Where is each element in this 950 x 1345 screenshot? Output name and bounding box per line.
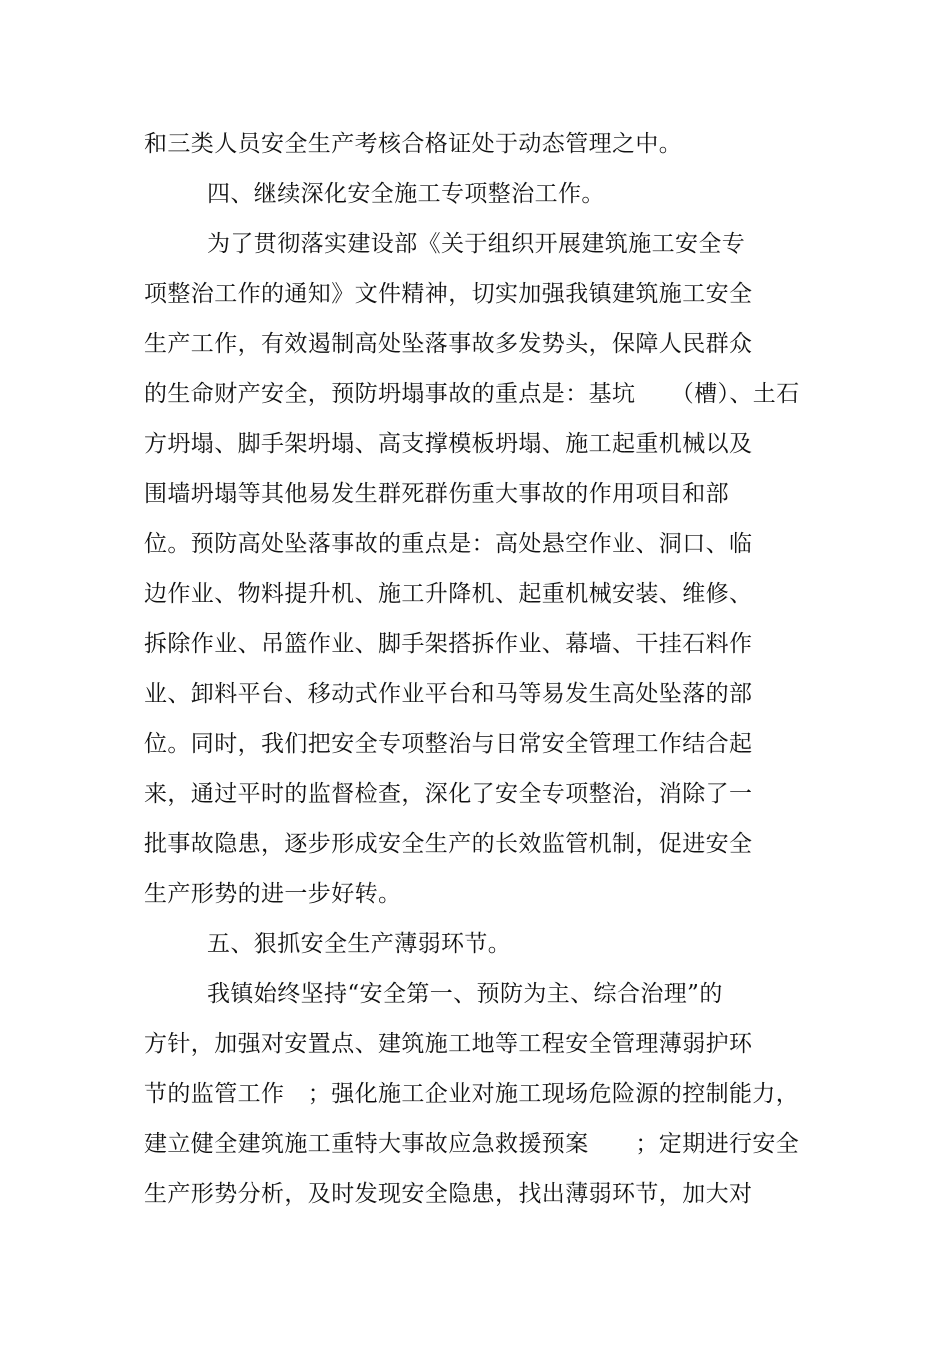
text-line: 方针，加强对安置点、建筑施工地等工程安全管理薄弱护环 (144, 1031, 753, 1057)
text-line: 来，通过平时的监督检查，深化了安全专项整治，消除了一 (144, 781, 753, 807)
text-line: 位。同时，我们把安全专项整治与日常安全管理工作结合起 (144, 731, 753, 757)
text-line: 拆除作业、吊篮作业、脚手架搭拆作业、幕墙、干挂石料作 (144, 631, 753, 657)
text-line: 的生命财产安全，预防坍塌事故的重点是：基坑 （槽）、土石 (144, 381, 800, 407)
text-line: 节的监管工作 ；强化施工企业对施工现场危险源的控制能力， (144, 1081, 800, 1107)
text-line: 项整治工作的通知》文件精神，切实加强我镇建筑施工安全 (144, 281, 753, 307)
section-heading: 五、狠抓安全生产薄弱环节。 (207, 931, 512, 957)
text-line: 为了贯彻落实建设部《关于组织开展建筑施工安全专 (207, 231, 746, 257)
text-line: 业、卸料平台、移动式作业平台和马等易发生高处坠落的部 (144, 681, 753, 707)
text-line: 我镇始终坚持“安全第一、预防为主、综合治理”的 (207, 981, 723, 1007)
text-line: 生产工作，有效遏制高处坠落事故多发势头，保障人民群众 (144, 331, 753, 357)
text-line: 和三类人员安全生产考核合格证处于动态管理之中。 (144, 131, 683, 157)
text-line: 边作业、物料提升机、施工升降机、起重机械安装、维修、 (144, 581, 753, 607)
text-line: 围墙坍塌等其他易发生群死群伤重大事故的作用项目和部 (144, 481, 729, 507)
text-line: 方坍塌、脚手架坍塌、高支撑模板坍塌、施工起重机械以及 (144, 431, 753, 457)
text-line: 生产形势的进一步好转。 (144, 881, 402, 907)
text-line: 位。预防高处坠落事故的重点是：高处悬空作业、洞口、临 (144, 531, 753, 557)
text-line: 生产形势分析，及时发现安全隐患，找出薄弱环节，加大对 (144, 1181, 753, 1207)
text-line: 批事故隐患，逐步形成安全生产的长效监管机制，促进安全 (144, 831, 753, 857)
section-heading: 四、继续深化安全施工专项整治工作。 (207, 181, 605, 207)
text-line: 建立健全建筑施工重特大事故应急救援预案 ；定期进行安全 (144, 1131, 800, 1157)
